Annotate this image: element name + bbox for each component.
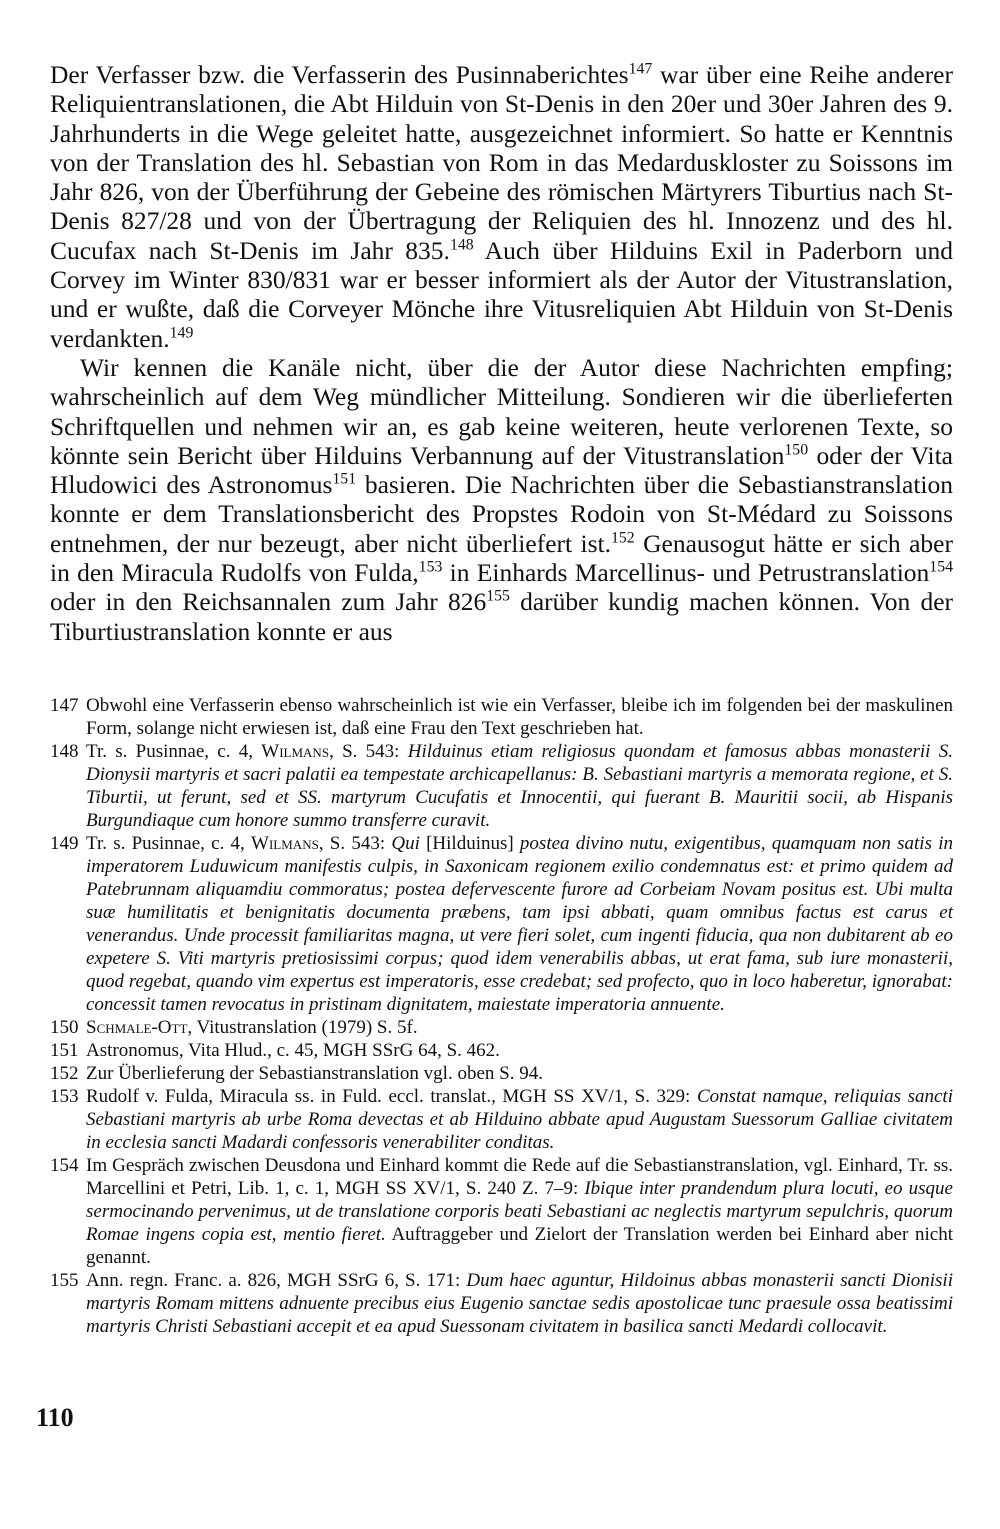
footnote: [50, 1269, 953, 1338]
footnote-body: [86, 832, 953, 1016]
body-paragraph: [50, 60, 953, 353]
footnote-body: [86, 1062, 953, 1085]
footnote-body: [86, 740, 953, 832]
footnote-text-segment: Auftraggeber und Zielort der Translation werden bei Einhard aber nicht genannt.: [86, 1224, 954, 1268]
footnote-text-segment: Obwohl eine Verfasserin ebenso wahrscheinlich ist wie ein Verfasser, bleibe ich im folgenden bei der maskulinen Form, solange nicht erwiesen ist, daß eine Frau den Text geschrieben hat.: [86, 695, 953, 739]
footnote: [50, 740, 953, 832]
footnote-body: [86, 1269, 953, 1338]
footnote: [50, 832, 953, 1016]
footnote-body: [86, 1154, 953, 1269]
footnote-number: 151: [50, 1040, 79, 1061]
author-name: Wilmans: [261, 741, 330, 762]
text-segment: oder in den Reichsannalen zum Jahr 826: [50, 587, 487, 617]
footnote: [50, 1016, 953, 1039]
footnote: [50, 1085, 953, 1154]
footnote-text-segment: , Vitustranslation (1979) S. 5f.: [187, 1017, 418, 1038]
text-segment: darüber kundig machen können. Von der Tiburtiustranslation konnte er aus: [50, 587, 953, 646]
footnote-number: 152: [50, 1063, 79, 1084]
footnote-reference: 151: [332, 470, 357, 488]
latin-quotation: Constat namque, reliquias sancti Sebastiani martyris ab urbe Roma devectas et ab Hilduino abbate apud Augustam Suessorum Galliae civitatem in ecclesia sancti Madardi confessoris venerabiliter conditas.: [86, 1086, 953, 1153]
footnote-number: 153: [50, 1086, 79, 1107]
text-segment: war über eine Reihe anderer Reliquientranslationen, die Abt Hilduin von St-Denis in den 20er und 30er Jahren des 9. Jahrhunderts in die Wege geleitet hatte, ausgezeichnet informiert. So hatte er Kenntnis von der Translation des hl. Sebastian von Rom in das Medarduskloster zu Soissons im Jahr 826, von der Überführung der Gebeine des römischen Märtyrers Tiburtius nach St-Denis 827/28 und von der Übertragung der Reliquien des hl. Innozenz und des hl. Cucufax nach St-Denis im Jahr 835.: [50, 60, 953, 265]
footnote-reference: 150: [784, 441, 809, 459]
footnote-body: [86, 1016, 953, 1039]
footnote-text-segment: [Hilduinus]: [419, 833, 520, 854]
footnote-body: [86, 694, 953, 740]
text-segment: oder der Vita Hludowici des Astronomus: [50, 440, 953, 500]
body-paragraph: [50, 353, 953, 646]
footnote-text-segment: Tr. s. Pusinnae, c. 4,: [86, 833, 252, 854]
footnote-number: 147: [50, 695, 79, 716]
footnote-reference: 152: [611, 529, 635, 547]
footnote-number: 155: [50, 1270, 79, 1291]
footnote-text-segment: Im Gespräch zwischen Deusdona und Einhard kommt die Rede auf die Sebastianstranslation, vgl. Einhard, Tr. ss. Marcellini et Petri, Lib. 1, c. 1, MGH SS XV/1, S. 240 Z. 7–9:: [86, 1155, 953, 1199]
latin-quotation: Qui: [391, 833, 420, 854]
footnote-text-segment: , S. 543:: [329, 741, 408, 762]
footnote-text-segment: Astronomus, Vita Hlud., c. 45, MGH SSrG 64, S. 462.: [86, 1040, 500, 1061]
footnote-reference: 149: [169, 324, 194, 342]
main-text: [50, 60, 953, 646]
author-name: Wilmans: [251, 833, 319, 854]
text-segment: Auch über Hilduins Exil in Paderborn und Corvey im Winter 830/831 war er besser informiert als der Autor der Vitustranslation, und er wußte, daß die Corveyer Mönche ihre Vitusreliquien Abt Hilduin von St-Denis verdankten.: [50, 235, 953, 353]
footnote-text-segment: Rudolf v. Fulda, Miracula ss. in Fuld. eccl. translat., MGH SS XV/1, S. 329:: [86, 1086, 697, 1107]
footnotes: [50, 694, 953, 1338]
text-segment: in Einhards Marcellinus- und Petrustranslation: [442, 558, 930, 588]
footnote-reference: 148: [449, 236, 474, 254]
page-number: 110: [36, 1403, 74, 1432]
latin-quotation: Dum haec aguntur, Hildoinus abbas monasterii sancti Dionisii martyris Romam mittens adnuente precibus eius Eugenio sanctae sedis apostolicae tunc praesule ossa beatissimi martyris Christi Sebastiani accepit et ea apud Suessonam civitatem in basilica sancti Medardi collocavit.: [86, 1270, 953, 1337]
footnote-body: [86, 1039, 953, 1062]
footnote: [50, 694, 953, 740]
latin-quotation: Ibique inter prandendum plura locuti, eo usque sermocinando pervenimus, ut de translatione corporis beati Sebastiani ac neglectis martyrum sepulchris, quorum Romae ingens copia est, mentio fieret.: [86, 1178, 953, 1245]
footnote-reference: 147: [628, 60, 653, 78]
footnote-number: 149: [50, 833, 79, 854]
author-name: Schmale-Ott: [86, 1017, 188, 1038]
latin-quotation: Hilduinus etiam religiosus quondam et famosus abbas monasterii S. Dionysii martyris et sacri palatii ea tempestate archicapellanus: B. Sebastiani martyris a memorata regione, et S. Tiburtii, ut ferunt, sed et SS. martyrum Cucufatis et Innocentii, qui fuerant B. Mauritii socii, ab Hispanis Burgundiaque cum honore summo transferre curavit.: [86, 741, 953, 831]
footnote-text-segment: , S. 543:: [318, 833, 392, 854]
footnote-number: 154: [50, 1155, 79, 1176]
footnote-body: [86, 1085, 953, 1154]
text-segment: Wir kennen die Kanäle nicht, über die der Autor diese Nachrichten empfing; wahrscheinlich auf dem Weg mündlicher Mitteilung. Sondieren wir die überlieferten Schriftquellen und nehmen wir an, es gab keine weiteren, heute verlorenen Texte, so könnte sein Bericht über Hilduins Verbannung auf der Vitustranslation: [50, 352, 953, 470]
footnote: [50, 1154, 953, 1269]
footnote-number: 150: [50, 1017, 79, 1038]
text-segment: basieren. Die Nachrichten über die Sebastianstranslation konnte er dem Translationsbericht des Propstes Rodoin von St-Médard zu Soissons entnehmen, der nur bezeugt, aber nicht überliefert ist.: [50, 470, 953, 558]
footnote: [50, 1039, 953, 1062]
footnote-reference: 155: [486, 587, 510, 605]
footnote-reference: 153: [418, 558, 443, 576]
footnote-text-segment: Ann. regn. Franc. a. 826, MGH SSrG 6, S. 171:: [86, 1270, 467, 1291]
footnote-text-segment: Zur Überlieferung der Sebastianstranslation vgl. oben S. 94.: [86, 1063, 543, 1084]
latin-quotation: postea divino nutu, exigentibus, quamquam non satis in imperatorem Luduwicum manifestis culpis, in Saxonicam regionem exilio condemnatus est: et primo quidem ad Patebrunnam aliquamdiu commoratus; postea defervescente furore ad Corbeiam Novam positus est. Ubi multa suæ humilitatis et benignitatis documenta præbens, tam ipsi abbati, quam omnibus factus est carus et venerandus. Unde processit familiaritas magna, ut vere fieri solet, cum ingenti fiducia, qua non dubitarent ab eo expetere S. Viti martyris pretiosissimi corpus; quod idem venerabilis abbas, ut erat fama, sub iure monasterii, quod regebat, quando vim expertus est imperatoris, esse credebat; sed profecto, quo in loco haberetur, ignorabat: concessit tamen revocatus in pristinam dignitatem, maiestate imperatoria annuente.: [86, 833, 953, 1015]
footnote-text-segment: Tr. s. Pusinnae, c. 4,: [86, 741, 262, 762]
text-segment: Der Verfasser bzw. die Verfasserin des Pusinnaberichtes: [50, 60, 629, 89]
footnote-number: 148: [50, 741, 79, 762]
footnote: [50, 1062, 953, 1085]
footnote-reference: 154: [929, 558, 953, 576]
text-segment: Genausogut hätte er sich aber in den Miracula Rudolfs von Fulda,: [50, 528, 953, 588]
